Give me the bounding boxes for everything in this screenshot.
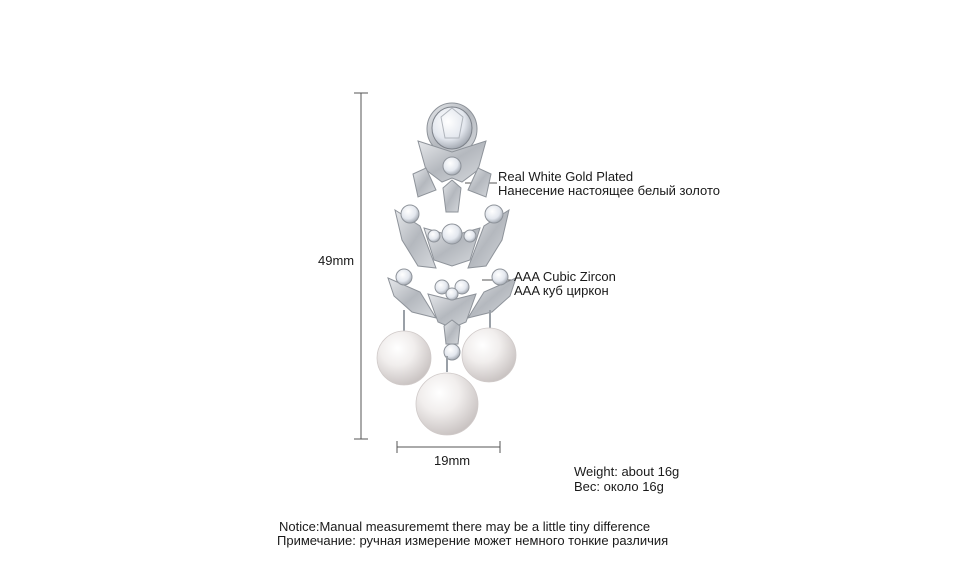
stone-callout-ru: AAA куб циркон — [514, 283, 609, 298]
stone-callout-en: AAA Cubic Zircon — [514, 269, 616, 284]
plating-callout-ru: Нанесение настоящее белый золото — [498, 183, 721, 198]
middle-tier — [395, 205, 509, 268]
bottom-pearl — [416, 373, 478, 435]
weight-ru: Вес: около 16g — [574, 479, 664, 494]
notice-en: Notice:Manual measurememt there may be a little tiny difference — [279, 519, 651, 534]
plating-callout-en: Real White Gold Plated — [498, 169, 634, 184]
upper-tier — [413, 141, 491, 212]
weight-en: Weight: about 16g — [574, 464, 680, 479]
width-dimension-line — [397, 441, 500, 453]
left-pearl — [377, 331, 431, 385]
right-pearl — [462, 328, 516, 382]
width-label: 19mm — [434, 453, 471, 468]
height-label: 49mm — [318, 253, 355, 268]
height-dimension-line — [354, 93, 368, 439]
notice-ru: Примечание: ручная измерение может немного тонкие различия — [277, 533, 669, 548]
